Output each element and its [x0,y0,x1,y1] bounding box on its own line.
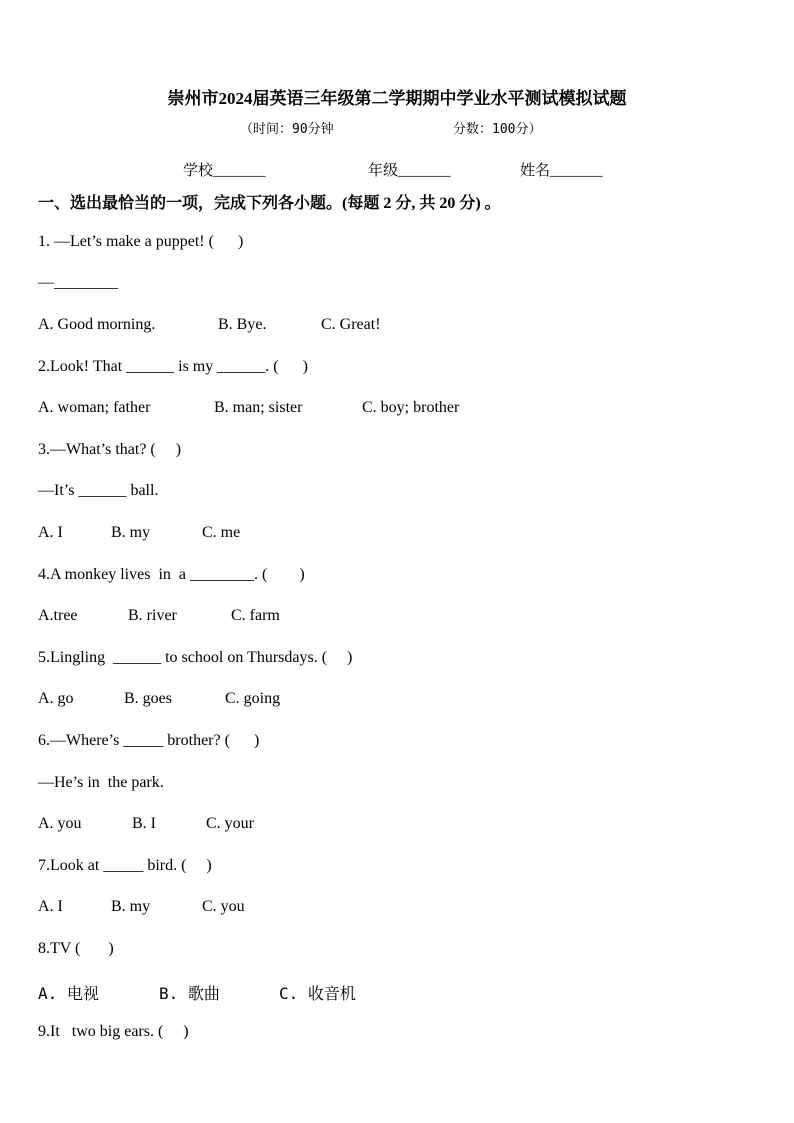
question-1-stem: 1. —Let’s make a puppet! ( ) [38,233,244,250]
exam-time: （时间：90分钟 [240,122,334,137]
exam-score: 分数：100分） [453,122,542,137]
option-c: C. going [225,690,281,707]
option-b: B. man; sister [214,399,303,416]
option-a: A. woman; father [38,399,151,416]
option-c: C. me [202,524,241,541]
option-a: A. 电视 [38,984,99,1003]
option-a: A. I [38,898,63,915]
name-field: 姓名_______ [520,163,603,179]
option-a: A.tree [38,607,78,624]
option-b: B. goes [124,690,172,707]
grade-field: 年级_______ [368,163,451,179]
question-6-answer-line: —He’s in the park. [38,774,164,791]
question-2-stem: 2.Look! That ______ is my ______. ( ) [38,358,308,375]
question-3-stem: 3.—What’s that? ( ) [38,441,182,458]
question-1-answer-line: —________ [38,274,118,291]
option-c: C. Great! [321,316,381,333]
option-b: B. Bye. [218,316,267,333]
question-6-stem: 6.—Where’s _____ brother? ( ) [38,732,260,749]
school-field: 学校_______ [183,163,266,179]
option-c: C. boy; brother [362,399,460,416]
option-a: A. I [38,524,63,541]
option-c: C. 收音机 [279,984,356,1003]
option-a: A. Good morning. [38,316,156,333]
option-a: A. you [38,815,82,832]
option-c: C. farm [231,607,280,624]
option-c: C. you [202,898,245,915]
option-b: B. my [111,524,151,541]
question-5-stem: 5.Lingling ______ to school on Thursdays. ( ) [38,649,353,666]
option-b: B. I [132,815,156,832]
question-9-stem: 9.It two big ears. ( ) [38,1023,189,1040]
question-8-stem: 8.TV ( ) [38,940,114,957]
exam-title: 崇州市2024届英语三年级第二学期期中学业水平测试模拟试题 [167,89,627,108]
option-b: B. my [111,898,151,915]
section-heading: 一、选出最恰当的一项，完成下列各小题。(每题 2 分, 共 20 分) 。 [38,195,501,212]
option-b: B. river [128,607,177,624]
question-4-stem: 4.A monkey lives in a ________. ( ) [38,566,305,583]
option-c: C. your [206,815,254,832]
question-7-stem: 7.Look at _____ bird. ( ) [38,857,212,874]
question-3-answer-line: —It’s ______ ball. [38,482,159,499]
option-a: A. go [38,690,74,707]
option-b: B. 歌曲 [159,984,220,1003]
